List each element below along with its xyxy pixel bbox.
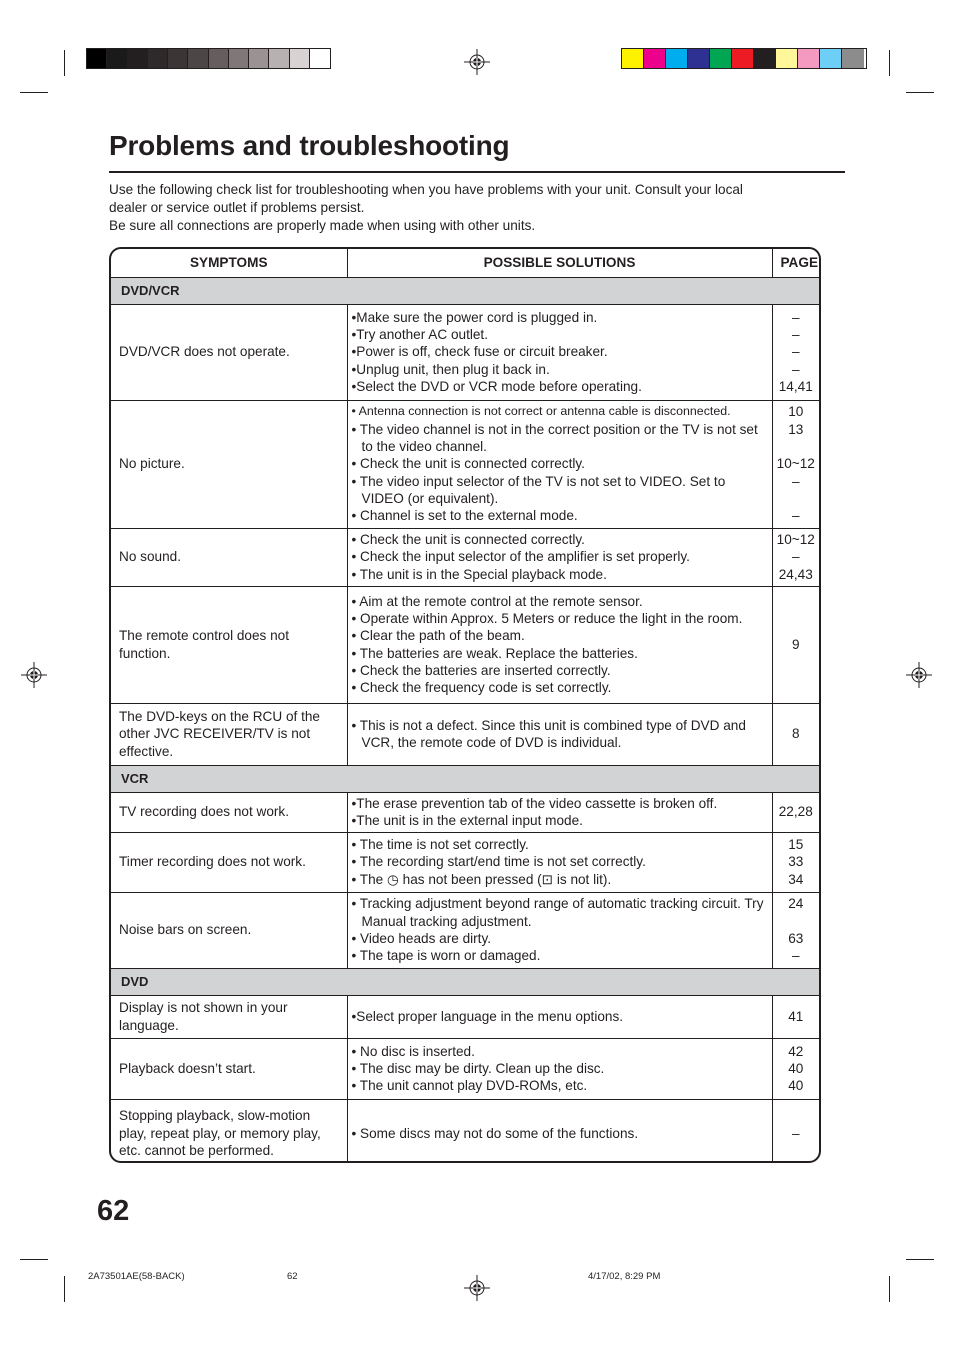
page-ref: 34 (788, 871, 804, 887)
solutions-cell (347, 792, 772, 832)
solutions-header: POSSIBLE SOLUTIONS (347, 249, 772, 277)
page-cell (772, 586, 819, 703)
page-ref: 33 (788, 854, 804, 870)
page-cell (772, 1099, 819, 1163)
symptom-cell: Stopping playback, slow-motion play, repeat play, or memory play, etc. cannot be performed. (111, 1099, 347, 1163)
footer-date: 4/17/02, 8:29 PM (588, 1271, 661, 1282)
color-swatch (798, 49, 820, 68)
symptom-cell: DVD/VCR does not operate. (111, 304, 347, 400)
solution-item: • Check the input selector of the amplifier is set properly. (351, 549, 690, 565)
crop-mark (64, 50, 65, 76)
solution-item: •Make sure the power cord is plugged in. (351, 309, 598, 325)
solution-item: • The unit is in the Special playback mode. (351, 566, 607, 582)
intro-text (109, 181, 829, 234)
crop-mark (906, 92, 934, 93)
process-color-bar (621, 48, 867, 69)
color-swatch (249, 49, 269, 68)
color-swatch (732, 49, 754, 68)
solutions-cell (347, 703, 772, 765)
color-swatch (710, 49, 732, 68)
color-swatch (107, 49, 127, 68)
page-ref: 10~12 (776, 456, 815, 472)
color-swatch (229, 49, 249, 68)
page-ref: 40 (788, 1078, 804, 1094)
solution-item: • Check the frequency code is set correctly. (351, 680, 612, 696)
registration-mark-icon (906, 662, 932, 688)
page-ref: 10~12 (776, 532, 815, 548)
solutions-cell (347, 995, 772, 1038)
page-ref (775, 438, 818, 455)
page-ref: – (791, 549, 800, 565)
solution-item: •Try another AC outlet. (351, 327, 488, 343)
color-swatch (209, 49, 229, 68)
page-ref: 22,28 (778, 804, 813, 820)
solutions-cell (347, 892, 772, 968)
symptom-cell: The remote control does not function. (111, 586, 347, 703)
solutions-cell (347, 304, 772, 400)
page-cell (772, 792, 819, 832)
table-row (111, 995, 819, 1038)
color-swatch (128, 49, 148, 68)
solution-item: •Unplug unit, then plug it back in. (351, 361, 550, 377)
solution-item: •Power is off, check fuse or circuit breaker. (351, 344, 608, 360)
solution-item: • Check the unit is connected correctly. (351, 532, 585, 548)
color-swatch (666, 49, 688, 68)
table-row (111, 586, 819, 703)
table-row (111, 703, 819, 765)
page-ref: – (791, 1125, 800, 1141)
page-ref: 14,41 (778, 378, 813, 394)
solution-item: •The erase prevention tab of the video cassette is broken off. (351, 795, 718, 811)
solution-item: •Select the DVD or VCR mode before operating. (351, 378, 642, 394)
solution-item: •The unit is in the external input mode. (351, 813, 583, 828)
page-ref: 9 (791, 636, 800, 652)
solution-item: • This is not a defect. Since this unit is combined type of DVD and VCR, the remote code of DVD is individual. (351, 717, 746, 750)
solutions-cell (347, 586, 772, 703)
color-swatch (188, 49, 208, 68)
solution-item: • The ◷ has not been pressed (⊡ is not lit). (351, 871, 612, 887)
registration-mark-icon (464, 1275, 490, 1301)
symptom-cell: Display is not shown in your language. (111, 995, 347, 1038)
symptom-cell: TV recording does not work. (111, 792, 347, 832)
solution-item: • Aim at the remote control at the remote sensor. (351, 593, 643, 609)
page-ref: – (791, 344, 800, 360)
color-swatch (754, 49, 776, 68)
section-label: DVD (111, 968, 819, 995)
solution-item: • The disc may be dirty. Clean up the disc. (351, 1060, 605, 1076)
solution-item: • The tape is worn or damaged. (351, 948, 541, 964)
color-swatch (820, 49, 842, 68)
table-row (111, 832, 819, 892)
troubleshooting-table (111, 249, 819, 1163)
symptoms-header: SYMPTOMS (111, 249, 347, 277)
page-number: 62 (97, 1195, 130, 1227)
page-ref: – (791, 361, 800, 377)
color-swatch (842, 49, 864, 68)
page-ref: 24,43 (778, 566, 813, 582)
symptom-cell: Noise bars on screen. (111, 892, 347, 968)
page-ref: – (791, 948, 800, 964)
section-row (111, 277, 819, 304)
color-swatch (688, 49, 710, 68)
page-header: PAGE (772, 249, 819, 277)
page-cell (772, 304, 819, 400)
grayscale-color-bar (86, 48, 331, 69)
crop-mark (906, 1259, 934, 1260)
page-cell (772, 892, 819, 968)
solution-item: • The video channel is not in the correct position or the TV is not set to the video channel. (351, 421, 758, 455)
solution-item: • Check the unit is connected correctly. (351, 456, 585, 472)
color-swatch (310, 49, 330, 68)
color-swatch (269, 49, 289, 68)
page-ref (775, 490, 818, 507)
color-swatch (290, 49, 310, 68)
solution-item: • Clear the path of the beam. (351, 628, 525, 644)
crop-mark (64, 1276, 65, 1302)
solution-item: • Tracking adjustment beyond range of automatic tracking circuit. Try Manual tracking adjustment. (351, 896, 764, 929)
page-cell (772, 400, 819, 528)
page-ref: 40 (788, 1060, 804, 1076)
page-ref: 41 (788, 1008, 804, 1024)
table-row (111, 304, 819, 400)
table-row (111, 792, 819, 832)
title-rule (109, 171, 845, 173)
page-cell (772, 528, 819, 586)
footer-page: 62 (287, 1271, 298, 1282)
solution-item: • Some discs may not do some of the functions. (351, 1125, 639, 1141)
solution-item: • The recording start/end time is not set correctly. (351, 854, 646, 870)
page-cell (772, 703, 819, 765)
solution-item: • The time is not set correctly. (351, 837, 529, 853)
solution-item: •Select proper language in the menu options. (351, 1008, 624, 1024)
color-swatch (644, 49, 666, 68)
crop-mark (20, 92, 48, 93)
table-row (111, 400, 819, 528)
page-ref: 13 (788, 421, 804, 437)
solution-item: • The video input selector of the TV is not set to VIDEO. Set to VIDEO (or equivalent). (351, 473, 726, 506)
page-ref: 8 (791, 726, 800, 742)
registration-mark-icon (464, 49, 490, 75)
color-swatch (168, 49, 188, 68)
section-label: DVD/VCR (111, 277, 819, 304)
solution-item: • Channel is set to the external mode. (351, 508, 578, 524)
page-cell (772, 832, 819, 892)
color-swatch (776, 49, 798, 68)
solutions-cell (347, 832, 772, 892)
page-cell (772, 1038, 819, 1099)
intro-line: Use the following check list for troubleshooting when you have problems with your unit. Consult your local (109, 182, 743, 197)
symptom-cell: No sound. (111, 528, 347, 586)
solution-item: • Check the batteries are inserted correctly. (351, 662, 611, 678)
symptom-cell: Timer recording does not work. (111, 832, 347, 892)
page-ref: – (791, 327, 800, 343)
registration-mark-icon (21, 662, 47, 688)
page-title: Problems and troubleshooting (109, 130, 510, 161)
page-ref: 15 (788, 837, 804, 853)
solution-item: • Antenna connection is not correct or antenna cable is disconnected. (351, 404, 731, 419)
page-ref: 42 (788, 1043, 804, 1059)
solution-item: • No disc is inserted. (351, 1043, 475, 1059)
solution-item: • Video heads are dirty. (351, 931, 492, 946)
section-row (111, 968, 819, 995)
solutions-cell (347, 528, 772, 586)
solution-item: • Operate within Approx. 5 Meters or reduce the light in the room. (351, 610, 743, 626)
page-ref: 10 (788, 404, 804, 420)
solution-item: • The batteries are weak. Replace the batteries. (351, 645, 638, 661)
table-row (111, 528, 819, 586)
troubleshooting-table-frame (109, 247, 821, 1163)
crop-mark (889, 50, 890, 76)
page-ref: – (791, 473, 800, 489)
page-ref (775, 913, 818, 930)
solutions-cell (347, 1038, 772, 1099)
color-swatch (87, 49, 107, 68)
page-ref: – (791, 309, 800, 325)
footer-code: 2A73501AE(58-BACK) (88, 1271, 185, 1282)
section-row (111, 765, 819, 792)
table-row (111, 1099, 819, 1163)
crop-mark (889, 1276, 890, 1302)
page-ref: 63 (788, 931, 804, 946)
symptom-cell: Playback doesn’t start. (111, 1038, 347, 1099)
solutions-cell (347, 400, 772, 528)
symptom-cell: The DVD-keys on the RCU of the other JVC RECEIVER/TV is not effective. (111, 703, 347, 765)
color-swatch (148, 49, 168, 68)
table-row (111, 1038, 819, 1099)
color-swatch (622, 49, 644, 68)
intro-line: Be sure all connections are properly made when using with other units. (109, 217, 536, 233)
table-row (111, 892, 819, 968)
page-ref: 24 (788, 896, 804, 912)
page-ref: – (791, 508, 800, 524)
solution-item: • The unit cannot play DVD-ROMs, etc. (351, 1078, 588, 1094)
section-label: VCR (111, 765, 819, 792)
intro-line: dealer or service outlet if problems persist. (109, 199, 365, 215)
crop-mark (20, 1259, 48, 1260)
solutions-cell (347, 1099, 772, 1163)
page-cell (772, 995, 819, 1038)
table-header-row (111, 249, 819, 277)
symptom-cell: No picture. (111, 400, 347, 528)
